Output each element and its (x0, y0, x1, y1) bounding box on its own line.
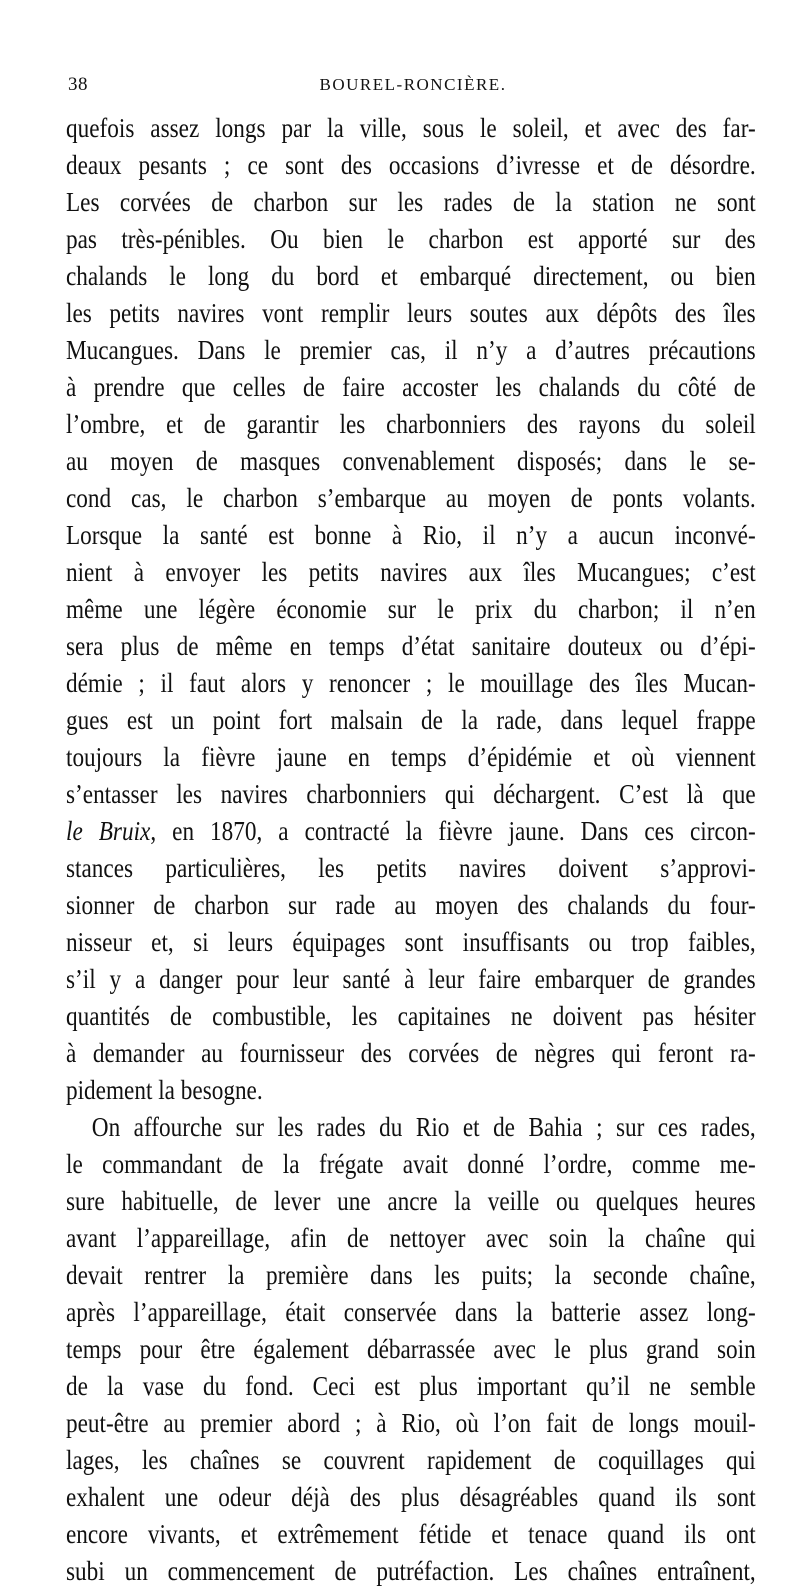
text-line: devait rentrer la première dans les puits; la seconde chaîne, (66, 1260, 756, 1290)
text-line: lages, les chaînes se couvrent rapidement de coquillages qui (66, 1445, 756, 1475)
text-line: l’ombre, et de garantir les charbonniers des rayons du soleil (66, 409, 756, 439)
text-line: peut-être au premier abord ; à Rio, où l’on fait de longs mouil- (66, 1408, 756, 1438)
body-text (66, 110, 756, 1590)
text-line: Les corvées de charbon sur les rades de la station ne sont (66, 187, 756, 217)
text-line: sure habituelle, de lever une ancre la veille ou quelques heures (66, 1186, 756, 1216)
text-line-with-italic (66, 813, 756, 850)
text-line: s’il y a danger pour leur santé à leur faire embarquer de grandes (66, 964, 756, 994)
text-line: chalands le long du bord et embarqué directement, ou bien (66, 261, 756, 291)
text-line: à demander au fournisseur des corvées de nègres qui feront ra- (66, 1038, 756, 1068)
ship-name: le Bruix (66, 816, 151, 846)
text-line: deaux pesants ; ce sont des occasions d’ivresse et de désordre. (66, 150, 756, 180)
text-line: sera plus de même en temps d’état sanitaire douteux ou d’épi- (66, 631, 756, 661)
text-line: Mucangues. Dans le premier cas, il n’y a d’autres précautions (66, 335, 756, 365)
text-line: pas très-pénibles. Ou bien le charbon est apporté sur des (66, 224, 756, 254)
paragraph-end-line: pidement la besogne. (66, 1075, 263, 1105)
text-line: sionner de charbon sur rade au moyen des chalands du four- (66, 890, 756, 920)
running-head (68, 74, 758, 102)
text-line: le commandant de la frégate avait donné l’ordre, comme me- (66, 1149, 756, 1179)
text-line: même une légère économie sur le prix du charbon; il n’en (66, 594, 756, 624)
running-title: BOUREL-RONCIÈRE. (319, 75, 507, 94)
text-line: exhalent une odeur déjà des plus désagréables quand ils sont (66, 1482, 756, 1512)
text-line: au moyen de masques convenablement disposés; dans le se- (66, 446, 756, 476)
text-line: quefois assez longs par la ville, sous le soleil, et avec des far- (66, 113, 756, 143)
text-line: à prendre que celles de faire accoster les chalands du côté de (66, 372, 756, 402)
text-line: avant l’appareillage, afin de nettoyer avec soin la chaîne qui (66, 1223, 756, 1253)
text-line: temps pour être également débarrassée avec le plus grand soin (66, 1334, 756, 1364)
text-line: après l’appareillage, était conservée dans la batterie assez long- (66, 1297, 756, 1327)
text-line: s’entasser les navires charbonniers qui déchargent. C’est là que (66, 779, 756, 809)
text-line: de la vase du fond. Ceci est plus important qu’il ne semble (66, 1371, 756, 1401)
text-line: encore vivants, et extrêmement fétide et tenace quand ils ont (66, 1519, 756, 1549)
text-line: les petits navires vont remplir leurs soutes aux dépôts des îles (66, 298, 756, 328)
text-line: toujours la fièvre jaune en temps d’épidémie et où viennent (66, 742, 756, 772)
line-continuation: , en 1870, a contracté la fièvre jaune. Dans ces circon- (150, 816, 756, 846)
text-line: gues est un point fort malsain de la rade, dans lequel frappe (66, 705, 756, 735)
text-line: nient à envoyer les petits navires aux îles Mucangues; c’est (66, 557, 756, 587)
text-line: nisseur et, si leurs équipages sont insuffisants ou trop faibles, (66, 927, 756, 957)
paragraph-start-line: On affourche sur les rades du Rio et de Bahia ; sur ces rades, (91, 1112, 756, 1142)
text-line: Lorsque la santé est bonne à Rio, il n’y a aucun inconvé- (66, 520, 756, 550)
text-line: quantités de combustible, les capitaines ne doivent pas hésiter (66, 1001, 756, 1031)
text-line: cond cas, le charbon s’embarque au moyen de ponts volants. (66, 483, 756, 513)
text-line: stances particulières, les petits navires doivent s’approvi- (66, 853, 756, 883)
page-number: 38 (68, 74, 88, 95)
text-line: subi un commencement de putréfaction. Les chaînes entraînent, (66, 1556, 756, 1586)
text-line: démie ; il faut alors y renoncer ; le mouillage des îles Mucan- (66, 668, 756, 698)
